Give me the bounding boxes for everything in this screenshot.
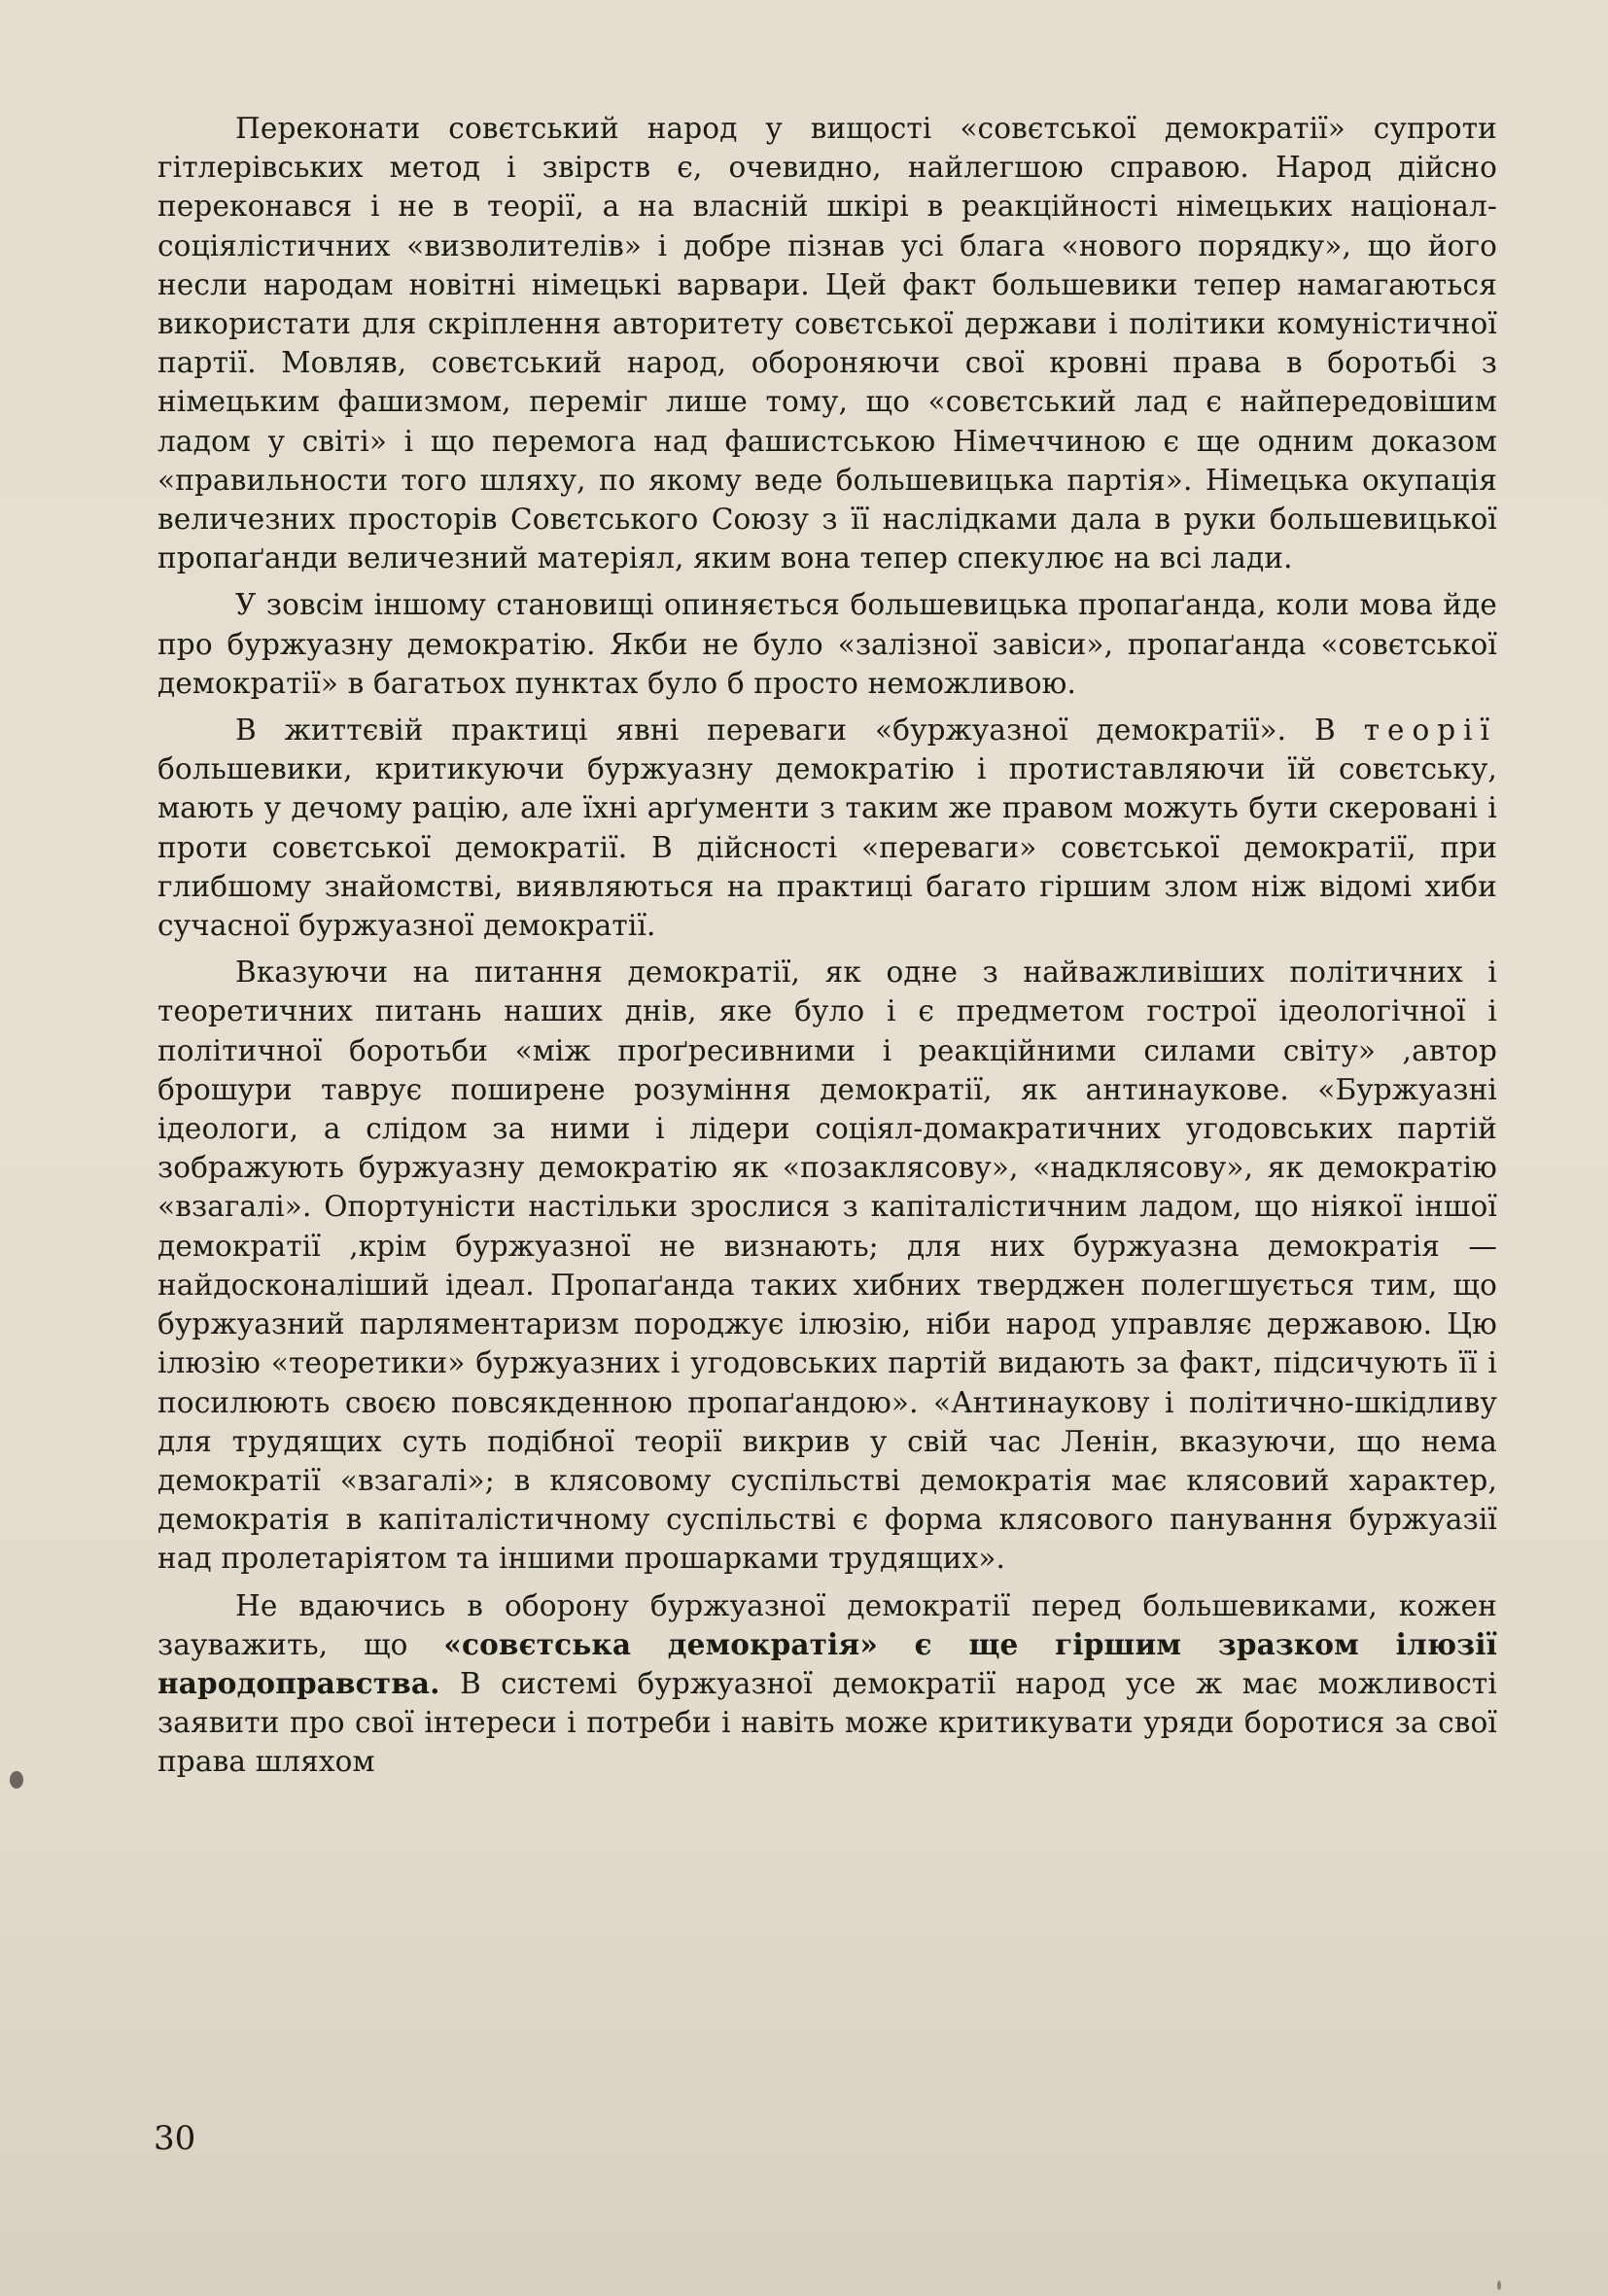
paragraph-5-end: В системі буржуазної демократії народ усе ж має можливості заявити про свої інтереси і потреби і навіть може критикувати уряди боротися за свої права шляхом [157,1666,1497,1779]
paragraph-5 [157,1586,1497,1782]
body-text [157,109,1497,1790]
ink-spot [10,1771,23,1789]
spaced-emphasis: теорії [1363,713,1497,748]
paragraph-3 [157,711,1497,945]
page-number: 30 [154,2119,196,2158]
paragraph-1: Переконати совєтський народ у вищості «совєтської демократії» супроти гітлерівських метод і звірств є, очевидно, найлегшою справою. Народ дійсно переконався і не в теорії, а на власній шкірі в реакційності німецьких націонал-соціялістичних «визволителів» і добре пізнав усі блага «нового порядку», що його несли народам новітні німецькі варвари. Цей факт большевики тепер намагаються використати для скріплення авторитету совєтської держави і політики комуністичної партії. Мовляв, совєтський народ, обороняючи свої кровні права в боротьбі з німецьким фашизмом, переміг лише тому, що «совєтський лад є найпередовішим ладом у світі» і що перемога над фашистською Німеччиною є ще одним доказом «правильности того шляху, по якому веде большевицька партія». Німецька окупація величезних просторів Совєтського Союзу з її наслідками дала в руки большевицької пропаґанди величезний матеріял, яким вона тепер спекулює на всі лади. [157,112,1497,575]
paragraph-2: У зовсім іншому становищі опиняється большевицька пропаґанда, коли мова йде про буржуазну демократію. Якби не було «залізної завіси», пропаґанда «совєтської демократії» в багатьох пунктах було б просто неможливою. [157,588,1497,700]
bold-emphasis: «совєтська демократія» є ще гіршим зразком ілюзії народоправства. [157,1626,1497,1700]
paragraph-3-start: В життєвій практиці явні переваги «буржуазної демократії». В [235,713,1364,748]
paragraph-5-start: Не вдаючись в оборону буржуазної демократії перед большевиками, кожен зауважить, що [157,1588,1497,1661]
paragraph-3-end: большевики, критикуючи буржуазну демократію і протиставляючи їй совєтську, мають у дечому рацію, але їхні арґументи з таким же правом можуть бути скеровані і проти совєтської демократії. В дійсності «переваги» совєтської демократії, при глибшому знайомстві, виявляються на практиці багато гіршим злом ніж відомі хиби сучасної буржуазної демократії. [157,752,1497,943]
paragraph-4: Вказуючи на питання демократії, як одне з найважливіших політичних і теоретичних питань наших днів, яке було і є предметом гострої ідеологічної і політичної боротьби «між проґресивними і реакційними силами світу» ,автор брошури таврує поширене розуміння демократії, як антинаукове. «Буржуазні ідеологи, а слідом за ними і лідери соціял-домакратичних угодовських партій зображують буржуазну демократію як «позаклясову», «надклясову», як демократію «взагалі». Опортуністи настільки зрослися з капіталістичним ладом, що ніякої іншої демократії ,крім буржуазної не визнають; для них буржуазна демократія — найдосконаліший ідеал. Пропаґанда таких хибних тверджен полегшується тим, що буржуазний парляментаризм породжує ілюзію, ніби народ управляє державою. Цю ілюзію «теоретики» буржуазних і угодовських партій видають за факт, підсичують її і посилюють своєю повсякденною пропаґандою». «Антинаукову і політично-шкідливу для трудящих суть подібної теорії викрив у свій час Ленін, вказуючи, що нема демократії «взагалі»; в клясовому суспільстві демократія має клясовий характер, демократія в капіталістичному суспільстві є форма клясового панування буржуазії над пролетаріятом та іншими прошарками трудящих». [157,956,1497,1576]
ink-speck [1497,2280,1501,2290]
